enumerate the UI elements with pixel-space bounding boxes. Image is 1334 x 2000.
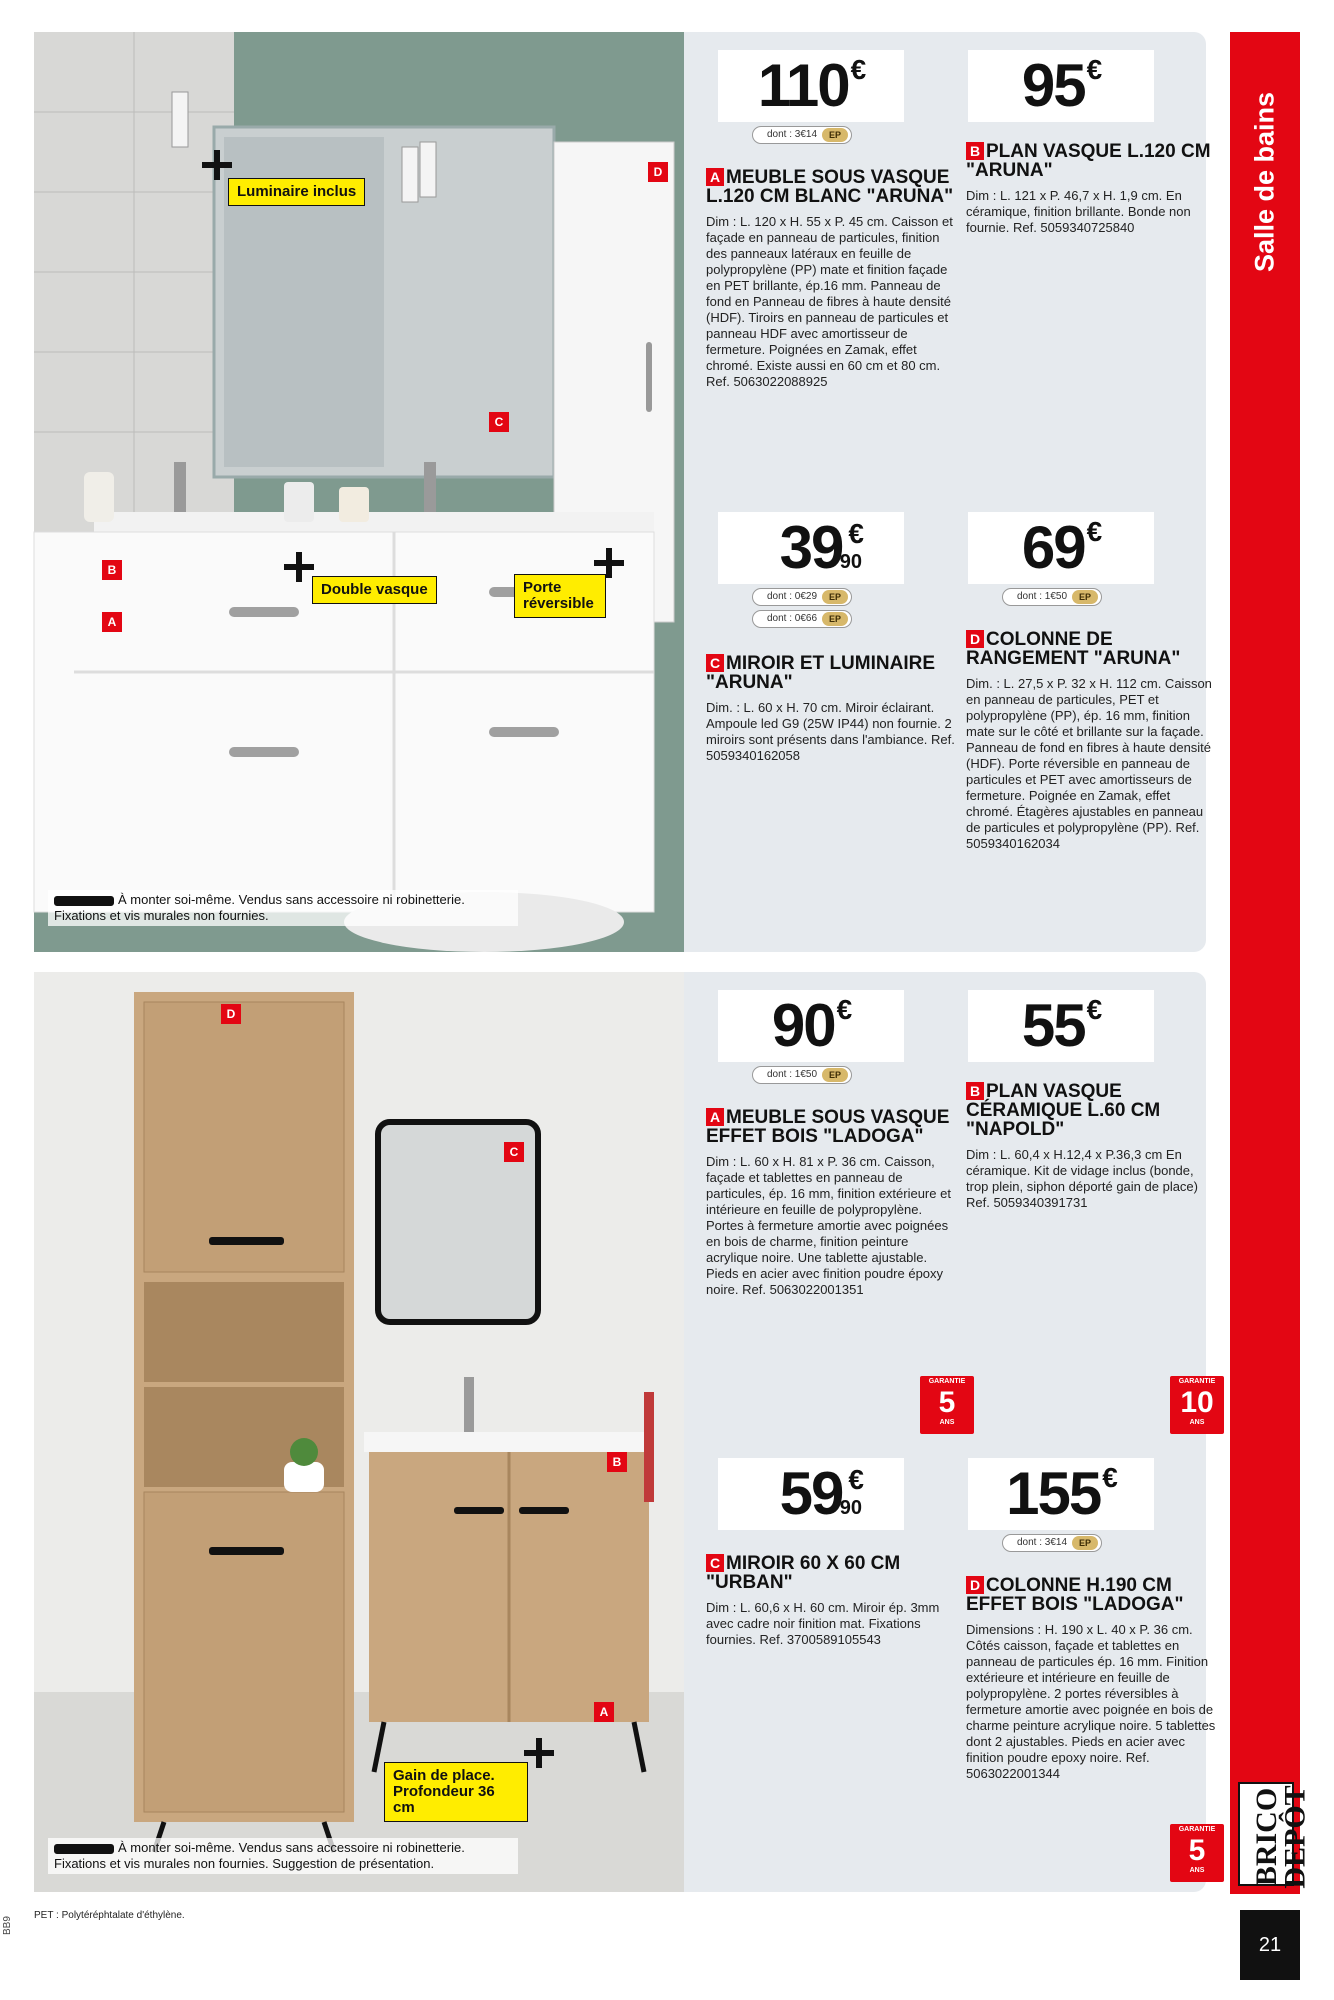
- plus-icon: [202, 150, 232, 180]
- callout-porte-reversible: Porte réversible: [514, 574, 606, 618]
- garantie-badge-a: GARANTIE 5 ANS: [920, 1376, 974, 1434]
- product-d-desc: Dimensions : H. 190 x L. 40 x P. 36 cm. Côtés caisson, façade et tablettes en panneau de particules ép. 16 mm. Finition extérieure et intérieure en feuille de polypropylène. 2 portes réversibles à fermeture amortie avec poignée en bois de charme peinture acrylique noire. 5 tablettes dont 2 ajustables. Pieds en acier avec finition poudre epoxy noire. Ref. 5063022001344: [966, 1622, 1216, 1781]
- tag-a: A: [102, 612, 122, 632]
- tag-a: A: [594, 1702, 614, 1722]
- side-code: BB9: [2, 1916, 13, 1935]
- price-b: 95€: [968, 50, 1154, 122]
- tag-d: D: [221, 1004, 241, 1024]
- callout-luminaire: Luminaire inclus: [228, 178, 365, 206]
- product-info-aruna: [684, 32, 1212, 952]
- product-c: C MIROIR ET LUMINAIRE "ARUNA" Dim. : L. 60 x H. 70 cm. Miroir éclairant. Ampoule led G9 (25W IP44) non fournie. 2 miroirs sont présents dans l'ambiance. Ref. 5059340162058: [706, 653, 955, 763]
- price-a: 110€: [718, 50, 904, 122]
- page-number: 21: [1240, 1910, 1300, 1980]
- product-a-desc: Dim : L. 60 x H. 81 x P. 36 cm. Caisson, façade et tablettes en panneau de particules, ép. 16 mm, finition extérieure et intérieure en feuille de polypropylène. Portes à fermeture amortie avec poignées en bois de charme, finition peinture acrylique noire. Une tablette ajustable. Pieds en acier avec finition poudre époxy noire. Ref. 5063022001351: [706, 1154, 951, 1297]
- ecoparticipation-c2: dont : 0€66 EP: [752, 610, 852, 628]
- product-b-desc: Dim : L. 121 x P. 46,7 x H. 1,9 cm. En céramique, finition brillante. Bonde non fournie. Ref. 5059340725840: [966, 188, 1191, 235]
- brico-depot-logo: BRICO DEPÔT: [1238, 1782, 1294, 1886]
- garantie-badge-d: GARANTIE 5 ANS: [1170, 1824, 1224, 1882]
- product-c: C MIROIR 60 X 60 CM "URBAN" Dim : L. 60,6 x H. 60 cm. Miroir ép. 3mm avec cadre noir finition mat. Fixations fournies. Ref. 3700589105543: [706, 1554, 956, 1648]
- footnote: PET : Polytéréphtalate d'éthylène.: [34, 1910, 185, 1921]
- screwdriver-icon: [54, 1844, 114, 1854]
- photo-ladoga: [34, 972, 684, 1892]
- product-d-desc: Dim. : L. 27,5 x P. 32 x H. 112 cm. Caisson en panneau de particules, PET et polypropylène (PP), ép. 16 mm, finition mate sur le côté et brillante sur la façade. Panneau de fond en fibres à haute densité (HDF). Porte réversible en panneau de particules et PET avec amortisseurs de fermeture. Poignée en Zamak, effet chromé. Étagères ajustables en panneau de particules et polypropylène (PP). Ref. 5059340162034: [966, 676, 1212, 851]
- tag-b: B: [102, 560, 122, 580]
- product-c-desc: Dim. : L. 60 x H. 70 cm. Miroir éclairant. Ampoule led G9 (25W IP44) non fournie. 2 miroirs sont présents dans l'ambiance. Ref. 5059340162058: [706, 700, 955, 763]
- price-d: 155€: [968, 1458, 1154, 1530]
- product-a: A MEUBLE SOUS VASQUE L.120 CM BLANC "ARUNA" Dim : L. 120 x H. 55 x P. 45 cm. Caisson et façade en panneau de particules, finition des panneaux latéraux en feuille de polypropylène (PP) mate et finition façade en PET brillante, ép.16 mm. Panneau de fond en Panneau de fibres à haute densité (HDF). Tiroirs en panneau de particules et panneau HDF avec amortisseur de fermeture. Poignées en Zamak, effet chromé. Existe aussi en 60 cm et 80 cm. Ref. 5063022088925: [706, 168, 956, 390]
- product-d: D COLONNE DE RANGEMENT "ARUNA" Dim. : L. 27,5 x P. 32 x H. 112 cm. Caisson en panneau de particules, PET et polypropylène (PP), ép. 16 mm, finition mate sur le côté et brillante sur la façade. Panneau de fond en fibres à haute densité (HDF). Porte réversible en panneau de particules et PET avec amortisseurs de fermeture. Poignée en Zamak, effet chromé. Étagères ajustables en panneau de particules et polypropylène (PP). Ref. 5059340162034: [966, 630, 1216, 852]
- plus-icon: [524, 1738, 554, 1768]
- ecoparticipation-a: dont : 3€14 EP: [752, 126, 852, 144]
- plus-icon: [284, 552, 314, 582]
- callout-double-vasque: Double vasque: [312, 576, 437, 604]
- price-d: 69€: [968, 512, 1154, 584]
- product-b: B PLAN VASQUE L.120 CM "ARUNA" Dim : L. 121 x P. 46,7 x H. 1,9 cm. En céramique, finition brillante. Bonde non fournie. Ref. 5059340725840: [966, 142, 1216, 236]
- bathroom-illustration-aruna: [34, 32, 684, 952]
- product-info-ladoga: [684, 972, 1216, 1892]
- product-panel-aruna: [34, 32, 1212, 952]
- garantie-badge-b: GARANTIE 10 ANS: [1170, 1376, 1224, 1434]
- assembly-note: À monter soi-même. Vendus sans accessoire ni robinetterie. Fixations et vis murales non fournies. Suggestion de présentation.: [48, 1838, 518, 1874]
- photo-aruna: [34, 32, 684, 952]
- ecoparticipation-a: dont : 1€50 EP: [752, 1066, 852, 1084]
- product-a: A MEUBLE SOUS VASQUE EFFET BOIS "LADOGA" Dim : L. 60 x H. 81 x P. 36 cm. Caisson, façade et tablettes en panneau de particules, ép. 16 mm, finition extérieure et intérieure en feuille de polypropylène. Portes à fermeture amortie avec poignées en bois de charme, finition peinture acrylique noire. Une tablette ajustable. Pieds en acier avec finition poudre époxy noire. Ref. 5063022001351: [706, 1108, 956, 1298]
- price-c: 39 € 90: [718, 512, 904, 584]
- product-a-desc: Dim : L. 120 x H. 55 x P. 45 cm. Caisson et façade en panneau de particules, finition des panneaux latéraux en feuille de polypropylène (PP) mate et finition façade en PET brillante, ép.16 mm. Panneau de fond en Panneau de fibres à haute densité (HDF). Tiroirs en panneau de particules et panneau HDF avec amortisseur de fermeture. Poignées en Zamak, effet chromé. Existe aussi en 60 cm et 80 cm. Ref. 5063022088925: [706, 214, 953, 389]
- product-b-desc: Dim : L. 60,4 x H.12,4 x P.36,3 cm En céramique. Kit de vidage inclus (bonde, trop plein, siphon déporté gain de place) Ref. 5059340391731: [966, 1147, 1198, 1210]
- bathroom-illustration-ladoga: [34, 972, 684, 1892]
- price-b: 55€: [968, 990, 1154, 1062]
- product-c-desc: Dim : L. 60,6 x H. 60 cm. Miroir ép. 3mm avec cadre noir finition mat. Fixations fournies. Ref. 3700589105543: [706, 1600, 940, 1647]
- ecoparticipation-c1: dont : 0€29 EP: [752, 588, 852, 606]
- price-c: 59 € 90: [718, 1458, 904, 1530]
- tag-c: C: [504, 1142, 524, 1162]
- product-d: D COLONNE H.190 CM EFFET BOIS "LADOGA" Dimensions : H. 190 x L. 40 x P. 36 cm. Côtés caisson, façade et tablettes en panneau de particules ép. 16 mm. Finition extérieure et intérieure en feuille de polypropylène. 2 portes réversibles à fermeture amortie avec poignée en bois de charme peinture acrylique noire. 5 tablettes dont 2 ajustables. Pieds en acier avec finition poudre epoxy noire. Ref. 5063022001344: [966, 1575, 1216, 1781]
- callout-gain-de-place: Gain de place. Profondeur 36 cm: [384, 1762, 528, 1822]
- screwdriver-icon: [54, 896, 114, 906]
- ecoparticipation-d: dont : 1€50 EP: [1002, 588, 1102, 606]
- ecoparticipation-d: dont : 3€14 EP: [1002, 1534, 1102, 1552]
- product-b: B PLAN VASQUE CÉRAMIQUE L.60 CM "NAPOLD" Dim : L. 60,4 x H.12,4 x P.36,3 cm En céramique. Kit de vidage inclus (bonde, trop plein, siphon déporté gain de place) Ref. 5059340391731: [966, 1082, 1216, 1211]
- assembly-note: À monter soi-même. Vendus sans accessoire ni robinetterie. Fixations et vis murales non fournies.: [48, 890, 518, 926]
- tag-d: D: [648, 162, 668, 182]
- tag-c: C: [489, 412, 509, 432]
- product-panel-ladoga: [34, 972, 1216, 1892]
- price-a: 90€: [718, 990, 904, 1062]
- tag-b: B: [607, 1452, 627, 1472]
- section-title: Salle de bains: [1249, 91, 1280, 273]
